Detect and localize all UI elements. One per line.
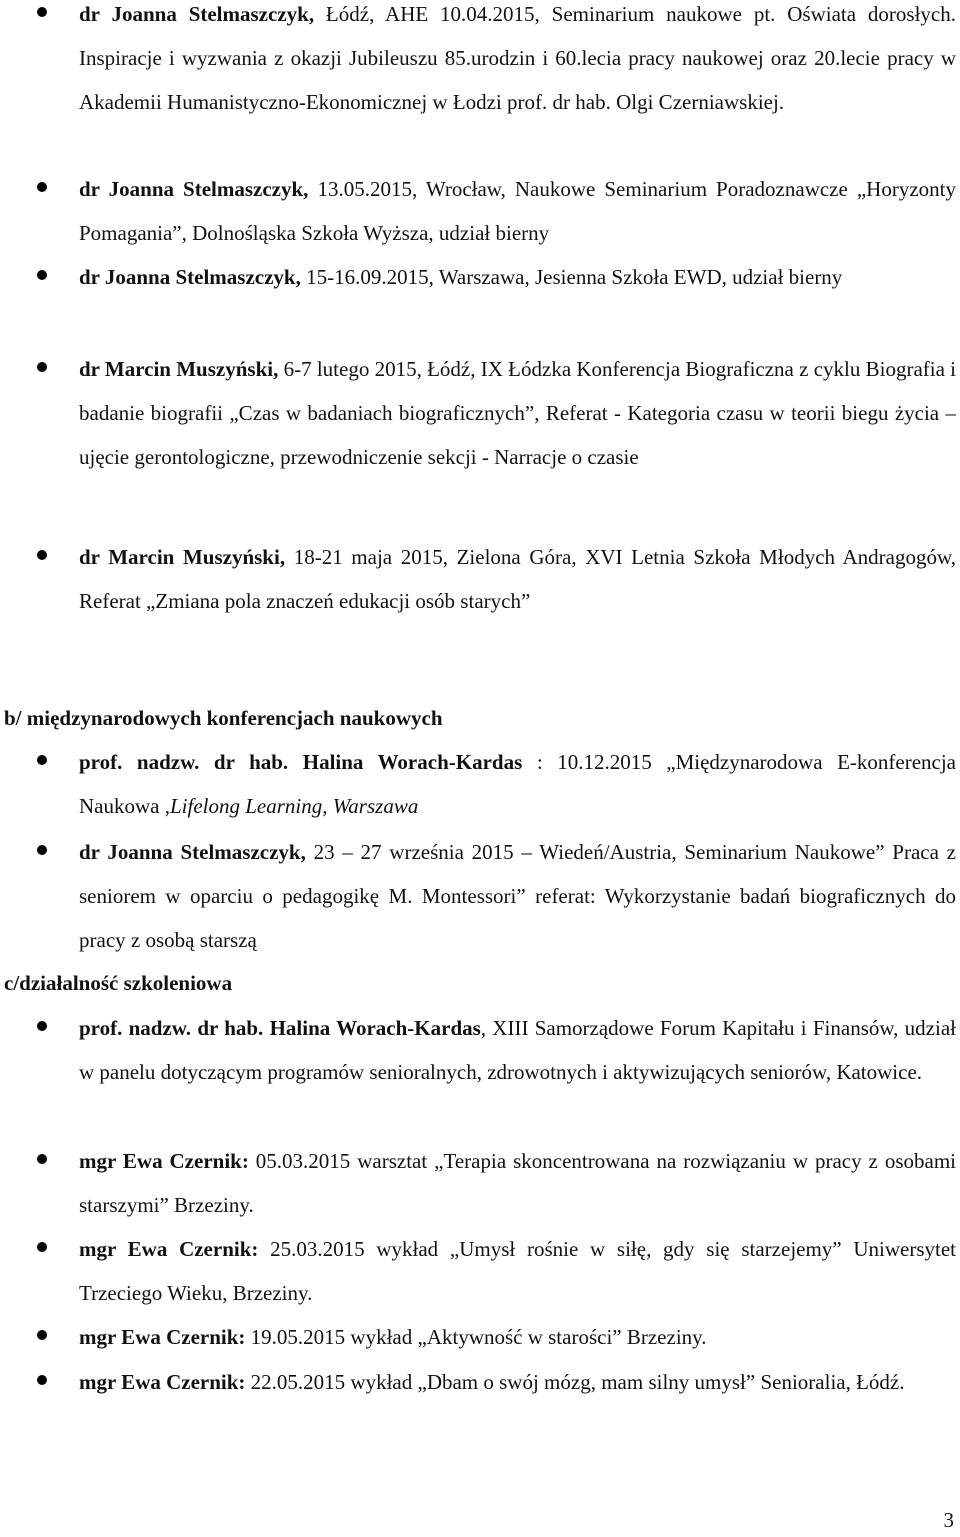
page-number: 3 <box>943 1508 954 1532</box>
item-author: dr Joanna Stelmaszczyk, <box>79 177 309 201</box>
item-text: 6-7 lutego 2015, Łódź, IX Łódzka Konferencja Biograficzna z cyklu Biografia i badanie biografii „Czas w badaniach biograficznych”, Referat - Kategoria czasu w teorii biegu życia – ujęcie gerontologiczne, przewodniczenie sekcji - Narracje o czasie <box>79 357 956 469</box>
item-author: prof. nadzw. dr hab. Halina Worach-Kardas <box>79 750 523 774</box>
item-text: , XIII Samorządowe Forum Kapitału i Finansów, udział w panelu dotyczącym programów senioralnych, zdrowotnych i aktywizujących seniorów, Katowice. <box>79 1016 956 1084</box>
item-text: Łódź, AHE 10.04.2015, Seminarium naukowe pt. Oświata dorosłych. Inspiracje i wyzwania z okazji Jubileuszu 85.urodzin i 60.lecia pracy naukowej oraz 20.lecie pracy w Akademii Humanistyczno-Ekonomicznej w Łodzi prof. dr hab. Olgi Czerniawskiej. <box>79 2 956 114</box>
item-author: dr Joanna Stelmaszczyk, <box>79 840 306 864</box>
item-author: dr Marcin Muszyński, <box>79 357 279 381</box>
list-item <box>79 535 956 623</box>
item-author: dr Joanna Stelmaszczyk, <box>79 265 301 289</box>
item-italic-text: Lifelong Learning, Warszawa <box>169 794 419 818</box>
item-text: 23 – 27 września 2015 – Wiedeń/Austria, Seminarium Naukowe” Praca z seniorem w oparciu o pedagogikę M. Montessori” referat: Wykorzystanie badań biograficznych do pracy z osobą starszą <box>79 840 956 952</box>
item-text: 19.05.2015 wykład „Aktywność w starości” Brzeziny. <box>245 1325 707 1349</box>
item-author: mgr Ewa Czernik: <box>79 1370 246 1394</box>
item-text: 18-21 maja 2015, Zielona Góra, XVI Letnia Szkoła Młodych Andragogów, Referat „Zmiana pola znaczeń edukacji osób starych” <box>79 545 957 613</box>
section-c-heading: c/działalność szkoleniowa <box>4 971 233 995</box>
list-item <box>79 1315 956 1359</box>
list-item <box>79 255 956 299</box>
list-item <box>79 740 956 828</box>
list-item <box>79 167 956 255</box>
list-item <box>79 1006 956 1094</box>
item-author: mgr Ewa Czernik: <box>79 1149 249 1173</box>
item-text: : 10.12.2015 „Międzynarodowa E-konferencja Naukowa , <box>79 750 957 818</box>
item-text: 15-16.09.2015, Warszawa, Jesienna Szkoła EWD, udział bierny <box>300 265 843 289</box>
item-author: dr Marcin Muszyński, <box>79 545 286 569</box>
list-item <box>79 347 956 479</box>
item-text: 22.05.2015 wykład „Dbam o swój mózg, mam silny umysł” Senioralia, Łódź. <box>245 1370 905 1394</box>
list-item <box>79 830 956 962</box>
list-item <box>79 0 956 124</box>
item-author: dr Joanna Stelmaszczyk, <box>79 2 315 26</box>
list-item <box>79 1360 956 1404</box>
item-text: 13.05.2015, Wrocław, Naukowe Seminarium Poradoznawcze „Horyzonty Pomagania”, Dolnośląska Szkoła Wyższa, udział bierny <box>79 177 956 245</box>
item-text: 05.03.2015 warsztat „Terapia skoncentrowana na rozwiązaniu w pracy z osobami starszymi” Brzeziny. <box>79 1149 956 1217</box>
item-author: mgr Ewa Czernik: <box>79 1325 246 1349</box>
item-text: 25.03.2015 wykład „Umysł rośnie w siłę, gdy się starzejemy” Uniwersytet Trzeciego Wieku, Brzeziny. <box>79 1237 956 1305</box>
list-item <box>79 1139 956 1227</box>
list-item <box>79 1227 956 1315</box>
item-author: mgr Ewa Czernik: <box>79 1237 259 1261</box>
item-author: prof. nadzw. dr hab. Halina Worach-Kardas <box>79 1016 481 1040</box>
section-b-heading: b/ międzynarodowych konferencjach naukowych <box>4 706 443 730</box>
